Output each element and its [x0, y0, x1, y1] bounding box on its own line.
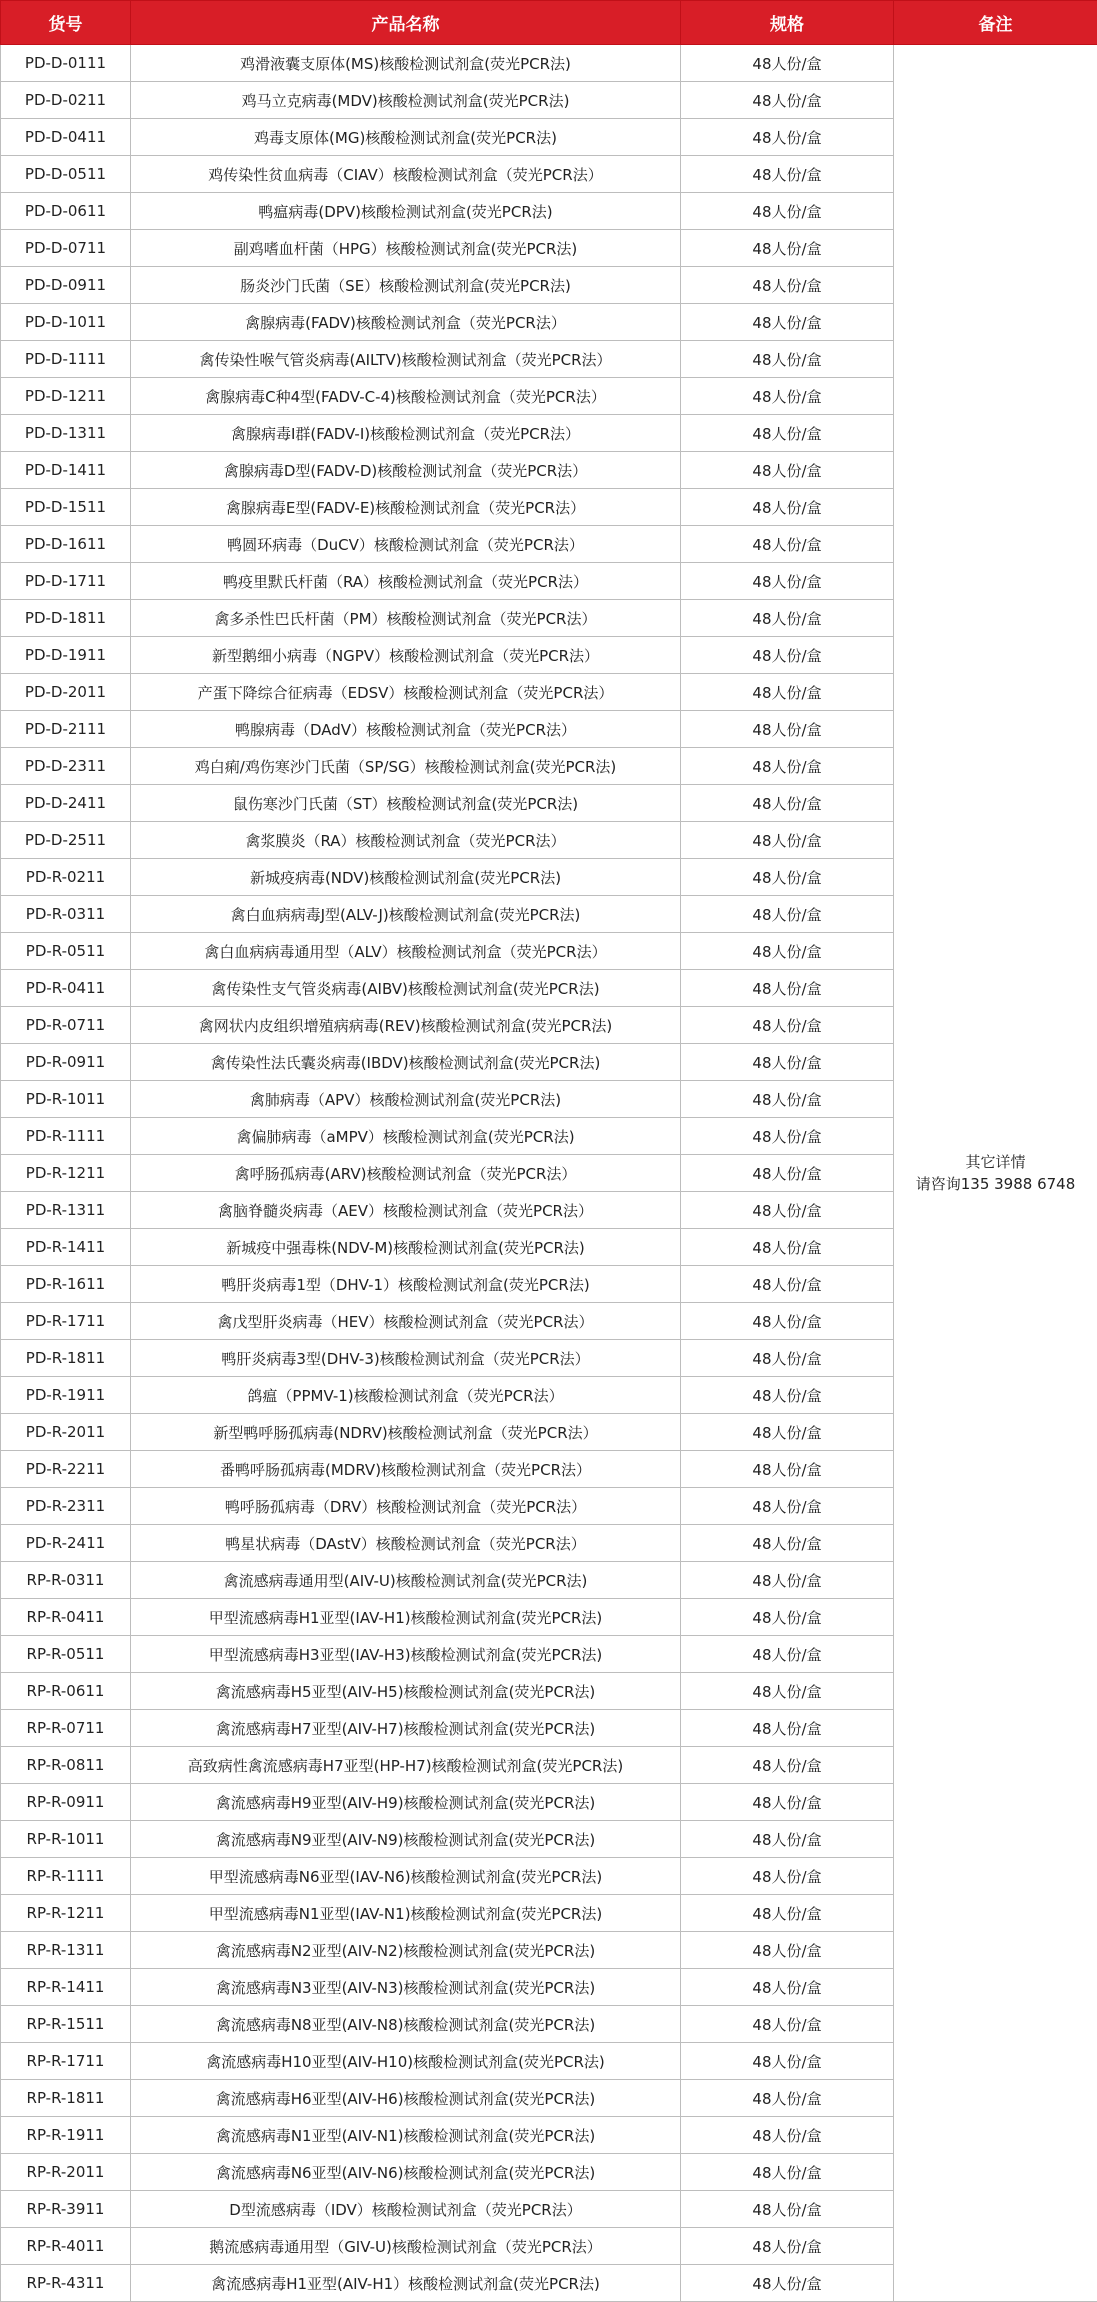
product-name-cell: 鸭腺病毒（DAdV）核酸检测试剂盒（荧光PCR法） [131, 711, 681, 748]
product-name-cell: 鸡传染性贫血病毒（CIAV）核酸检测试剂盒（荧光PCR法） [131, 156, 681, 193]
product-spec-cell: 48人份/盒 [681, 2043, 894, 2080]
product-name-cell: D型流感病毒（IDV）核酸检测试剂盒（荧光PCR法） [131, 2191, 681, 2228]
product-spec-cell: 48人份/盒 [681, 674, 894, 711]
product-spec-cell: 48人份/盒 [681, 304, 894, 341]
product-code-cell: PD-D-2511 [1, 822, 131, 859]
product-spec-cell: 48人份/盒 [681, 563, 894, 600]
product-name-cell: 禽流感病毒N3亚型(AIV-N3)核酸检测试剂盒(荧光PCR法) [131, 1969, 681, 2006]
product-spec-cell: 48人份/盒 [681, 526, 894, 563]
product-name-cell: 鸡滑液囊支原体(MS)核酸检测试剂盒(荧光PCR法) [131, 45, 681, 82]
product-spec-cell: 48人份/盒 [681, 1377, 894, 1414]
product-code-cell: PD-D-0411 [1, 119, 131, 156]
product-name-cell: 禽流感病毒N6亚型(AIV-N6)核酸检测试剂盒(荧光PCR法) [131, 2154, 681, 2191]
product-name-cell: 鸡马立克病毒(MDV)核酸检测试剂盒(荧光PCR法) [131, 82, 681, 119]
product-spec-cell: 48人份/盒 [681, 1895, 894, 1932]
remarks-contact-text: 请咨询135 3988 6748 [915, 1175, 1076, 1193]
product-code-cell: RP-R-0711 [1, 1710, 131, 1747]
product-name-cell: 番鸭呼肠孤病毒(MDRV)核酸检测试剂盒（荧光PCR法） [131, 1451, 681, 1488]
product-code-cell: PD-D-1711 [1, 563, 131, 600]
product-code-cell: PD-R-2011 [1, 1414, 131, 1451]
product-spec-cell: 48人份/盒 [681, 2191, 894, 2228]
product-name-cell: 禽腺病毒D型(FADV-D)核酸检测试剂盒（荧光PCR法） [131, 452, 681, 489]
product-code-cell: PD-R-1011 [1, 1081, 131, 1118]
product-code-cell: PD-D-1511 [1, 489, 131, 526]
product-code-cell: RP-R-1711 [1, 2043, 131, 2080]
product-code-cell: PD-D-1611 [1, 526, 131, 563]
product-name-cell: 禽呼肠孤病毒(ARV)核酸检测试剂盒（荧光PCR法） [131, 1155, 681, 1192]
product-name-cell: 新城疫病毒(NDV)核酸检测试剂盒(荧光PCR法) [131, 859, 681, 896]
product-name-cell: 禽流感病毒通用型(AIV-U)核酸检测试剂盒(荧光PCR法) [131, 1562, 681, 1599]
product-code-cell: PD-D-1211 [1, 378, 131, 415]
product-code-cell: PD-D-2111 [1, 711, 131, 748]
header-note: 备注 [894, 1, 1097, 45]
product-code-cell: PD-R-1711 [1, 1303, 131, 1340]
product-name-cell: 禽腺病毒I群(FADV-I)核酸检测试剂盒（荧光PCR法） [131, 415, 681, 452]
product-name-cell: 甲型流感病毒N1亚型(IAV-N1)核酸检测试剂盒(荧光PCR法) [131, 1895, 681, 1932]
product-name-cell: 禽流感病毒N2亚型(AIV-N2)核酸检测试剂盒(荧光PCR法) [131, 1932, 681, 1969]
product-code-cell: RP-R-1111 [1, 1858, 131, 1895]
remarks-cell [894, 45, 1097, 2302]
product-code-cell: RP-R-0511 [1, 1636, 131, 1673]
product-name-cell: 禽流感病毒H9亚型(AIV-H9)核酸检测试剂盒(荧光PCR法) [131, 1784, 681, 1821]
product-code-cell: RP-R-3911 [1, 2191, 131, 2228]
product-code-cell: RP-R-1011 [1, 1821, 131, 1858]
product-spec-cell: 48人份/盒 [681, 1155, 894, 1192]
product-spec-cell: 48人份/盒 [681, 1451, 894, 1488]
product-name-cell: 禽流感病毒H5亚型(AIV-H5)核酸检测试剂盒(荧光PCR法) [131, 1673, 681, 1710]
product-spec-cell: 48人份/盒 [681, 45, 894, 82]
product-code-cell: RP-R-1911 [1, 2117, 131, 2154]
product-name-cell: 禽传染性支气管炎病毒(AIBV)核酸检测试剂盒(荧光PCR法) [131, 970, 681, 1007]
product-spec-cell: 48人份/盒 [681, 1969, 894, 2006]
product-spec-cell: 48人份/盒 [681, 341, 894, 378]
product-code-cell: RP-R-1311 [1, 1932, 131, 1969]
product-code-cell: PD-D-0711 [1, 230, 131, 267]
product-spec-cell: 48人份/盒 [681, 711, 894, 748]
product-name-cell: 禽网状内皮组织增殖病病毒(REV)核酸检测试剂盒(荧光PCR法) [131, 1007, 681, 1044]
product-code-cell: RP-R-0911 [1, 1784, 131, 1821]
product-code-cell: PD-D-2311 [1, 748, 131, 785]
product-spec-cell: 48人份/盒 [681, 2228, 894, 2265]
product-spec-cell: 48人份/盒 [681, 1340, 894, 1377]
product-name-cell: 禽腺病毒C种4型(FADV-C-4)核酸检测试剂盒（荧光PCR法） [131, 378, 681, 415]
product-spec-cell: 48人份/盒 [681, 822, 894, 859]
product-spec-cell: 48人份/盒 [681, 1821, 894, 1858]
product-code-cell: RP-R-1511 [1, 2006, 131, 2043]
product-name-cell: 鸭圆环病毒（DuCV）核酸检测试剂盒（荧光PCR法） [131, 526, 681, 563]
product-code-cell: PD-D-0111 [1, 45, 131, 82]
product-name-cell: 鸭肝炎病毒3型(DHV-3)核酸检测试剂盒（荧光PCR法） [131, 1340, 681, 1377]
product-name-cell: 禽传染性喉气管炎病毒(AILTV)核酸检测试剂盒（荧光PCR法） [131, 341, 681, 378]
product-spec-cell: 48人份/盒 [681, 1488, 894, 1525]
product-code-cell: PD-R-1611 [1, 1266, 131, 1303]
product-spec-cell: 48人份/盒 [681, 415, 894, 452]
product-name-cell: 鸭瘟病毒(DPV)核酸检测试剂盒(荧光PCR法) [131, 193, 681, 230]
product-code-cell: PD-R-1111 [1, 1118, 131, 1155]
product-code-cell: RP-R-4011 [1, 2228, 131, 2265]
product-name-cell: 新型鹅细小病毒（NGPV）核酸检测试剂盒（荧光PCR法） [131, 637, 681, 674]
product-code-cell: PD-D-0211 [1, 82, 131, 119]
product-spec-cell: 48人份/盒 [681, 1858, 894, 1895]
product-name-cell: 鸭肝炎病毒1型（DHV-1）核酸检测试剂盒(荧光PCR法) [131, 1266, 681, 1303]
product-spec-cell: 48人份/盒 [681, 1007, 894, 1044]
product-spec-cell: 48人份/盒 [681, 1192, 894, 1229]
remarks-details-text: 其它详情 [965, 1153, 1026, 1171]
product-spec-cell: 48人份/盒 [681, 489, 894, 526]
product-spec-cell: 48人份/盒 [681, 1673, 894, 1710]
product-spec-cell: 48人份/盒 [681, 970, 894, 1007]
product-spec-cell: 48人份/盒 [681, 1044, 894, 1081]
product-name-cell: 鸭呼肠孤病毒（DRV）核酸检测试剂盒（荧光PCR法） [131, 1488, 681, 1525]
product-code-cell: PD-D-1311 [1, 415, 131, 452]
product-name-cell: 禽多杀性巴氏杆菌（PM）核酸检测试剂盒（荧光PCR法） [131, 600, 681, 637]
product-code-cell: PD-D-1411 [1, 452, 131, 489]
product-code-cell: PD-R-0911 [1, 1044, 131, 1081]
product-name-cell: 肠炎沙门氏菌（SE）核酸检测试剂盒(荧光PCR法) [131, 267, 681, 304]
product-name-cell: 副鸡嗜血杆菌（HPG）核酸检测试剂盒(荧光PCR法) [131, 230, 681, 267]
product-code-cell: RP-R-4311 [1, 2265, 131, 2302]
product-code-cell: RP-R-0311 [1, 1562, 131, 1599]
product-spec-cell: 48人份/盒 [681, 637, 894, 674]
product-spec-cell: 48人份/盒 [681, 748, 894, 785]
product-name-cell: 禽流感病毒N1亚型(AIV-N1)核酸检测试剂盒(荧光PCR法) [131, 2117, 681, 2154]
product-code-cell: PD-R-0311 [1, 896, 131, 933]
product-code-cell: PD-D-1011 [1, 304, 131, 341]
product-name-cell: 鹅流感病毒通用型（GIV-U)核酸检测试剂盒（荧光PCR法） [131, 2228, 681, 2265]
product-name-cell: 禽戊型肝炎病毒（HEV）核酸检测试剂盒（荧光PCR法） [131, 1303, 681, 1340]
product-spec-cell: 48人份/盒 [681, 1599, 894, 1636]
product-name-cell: 新城疫中强毒株(NDV-M)核酸检测试剂盒(荧光PCR法) [131, 1229, 681, 1266]
product-code-cell: RP-R-0411 [1, 1599, 131, 1636]
product-code-cell: RP-R-1211 [1, 1895, 131, 1932]
product-spec-cell: 48人份/盒 [681, 785, 894, 822]
product-name-cell: 禽脑脊髓炎病毒（AEV）核酸检测试剂盒（荧光PCR法） [131, 1192, 681, 1229]
product-code-cell: PD-R-2211 [1, 1451, 131, 1488]
product-spec-cell: 48人份/盒 [681, 2117, 894, 2154]
product-spec-cell: 48人份/盒 [681, 600, 894, 637]
product-name-cell: 产蛋下降综合征病毒（EDSV）核酸检测试剂盒（荧光PCR法） [131, 674, 681, 711]
product-name-cell: 鸭星状病毒（DAstV）核酸检测试剂盒（荧光PCR法） [131, 1525, 681, 1562]
product-name-cell: 禽传染性法氏囊炎病毒(IBDV)核酸检测试剂盒(荧光PCR法) [131, 1044, 681, 1081]
product-name-cell: 禽白血病病毒J型(ALV-J)核酸检测试剂盒(荧光PCR法) [131, 896, 681, 933]
product-spec-cell: 48人份/盒 [681, 156, 894, 193]
product-spec-cell: 48人份/盒 [681, 2154, 894, 2191]
product-code-cell: PD-R-2311 [1, 1488, 131, 1525]
product-code-cell: PD-D-1911 [1, 637, 131, 674]
product-spec-cell: 48人份/盒 [681, 1525, 894, 1562]
header-spec: 规格 [681, 1, 894, 45]
product-name-cell: 鸽瘟（PPMV-1)核酸检测试剂盒（荧光PCR法） [131, 1377, 681, 1414]
product-code-cell: PD-D-2011 [1, 674, 131, 711]
product-code-cell: PD-R-2411 [1, 1525, 131, 1562]
product-code-cell: PD-R-1911 [1, 1377, 131, 1414]
product-spec-cell: 48人份/盒 [681, 1229, 894, 1266]
product-spec-cell: 48人份/盒 [681, 230, 894, 267]
product-name-cell: 甲型流感病毒H1亚型(IAV-H1)核酸检测试剂盒(荧光PCR法) [131, 1599, 681, 1636]
product-spec-cell: 48人份/盒 [681, 1414, 894, 1451]
product-name-cell: 高致病性禽流感病毒H7亚型(HP-H7)核酸检测试剂盒(荧光PCR法) [131, 1747, 681, 1784]
product-code-cell: RP-R-2011 [1, 2154, 131, 2191]
product-name-cell: 禽流感病毒H7亚型(AIV-H7)核酸检测试剂盒(荧光PCR法) [131, 1710, 681, 1747]
table-body [1, 45, 1097, 2302]
product-code-cell: RP-R-1411 [1, 1969, 131, 2006]
product-spec-cell: 48人份/盒 [681, 1562, 894, 1599]
header-row [1, 1, 1097, 45]
product-code-cell: PD-R-0411 [1, 970, 131, 1007]
product-name-cell: 禽偏肺病毒（aMPV）核酸检测试剂盒(荧光PCR法) [131, 1118, 681, 1155]
product-spec-cell: 48人份/盒 [681, 933, 894, 970]
product-spec-cell: 48人份/盒 [681, 452, 894, 489]
product-code-cell: PD-R-1411 [1, 1229, 131, 1266]
product-code-cell: RP-R-0611 [1, 1673, 131, 1710]
product-name-cell: 禽肺病毒（APV）核酸检测试剂盒(荧光PCR法) [131, 1081, 681, 1118]
product-spec-cell: 48人份/盒 [681, 1266, 894, 1303]
product-spec-cell: 48人份/盒 [681, 1118, 894, 1155]
product-spec-cell: 48人份/盒 [681, 1081, 894, 1118]
product-name-cell: 鼠伤寒沙门氏菌（ST）核酸检测试剂盒(荧光PCR法) [131, 785, 681, 822]
product-name-cell: 甲型流感病毒N6亚型(IAV-N6)核酸检测试剂盒(荧光PCR法) [131, 1858, 681, 1895]
product-name-cell: 禽流感病毒H1亚型(AIV-H1）核酸检测试剂盒(荧光PCR法) [131, 2265, 681, 2302]
product-code-cell: RP-R-1811 [1, 2080, 131, 2117]
product-spec-cell: 48人份/盒 [681, 1932, 894, 1969]
product-code-cell: PD-D-1811 [1, 600, 131, 637]
product-code-cell: PD-D-2411 [1, 785, 131, 822]
product-spec-cell: 48人份/盒 [681, 2006, 894, 2043]
product-spec-cell: 48人份/盒 [681, 119, 894, 156]
product-name-cell: 禽流感病毒H10亚型(AIV-H10)核酸检测试剂盒(荧光PCR法) [131, 2043, 681, 2080]
product-code-cell: PD-R-0211 [1, 859, 131, 896]
product-name-cell: 禽流感病毒N8亚型(AIV-N8)核酸检测试剂盒(荧光PCR法) [131, 2006, 681, 2043]
header-name: 产品名称 [131, 1, 681, 45]
product-spec-cell: 48人份/盒 [681, 896, 894, 933]
product-spec-cell: 48人份/盒 [681, 2265, 894, 2302]
product-spec-cell: 48人份/盒 [681, 1710, 894, 1747]
product-name-cell: 禽流感病毒H6亚型(AIV-H6)核酸检测试剂盒(荧光PCR法) [131, 2080, 681, 2117]
product-spec-cell: 48人份/盒 [681, 378, 894, 415]
product-code-cell: PD-D-1111 [1, 341, 131, 378]
product-code-cell: PD-D-0611 [1, 193, 131, 230]
product-code-cell: PD-R-1311 [1, 1192, 131, 1229]
product-spec-cell: 48人份/盒 [681, 193, 894, 230]
product-spec-cell: 48人份/盒 [681, 267, 894, 304]
product-code-cell: PD-D-0511 [1, 156, 131, 193]
product-name-cell: 禽腺病毒E型(FADV-E)核酸检测试剂盒（荧光PCR法） [131, 489, 681, 526]
product-spec-cell: 48人份/盒 [681, 82, 894, 119]
header-code: 货号 [1, 1, 131, 45]
product-name-cell: 鸡毒支原体(MG)核酸检测试剂盒(荧光PCR法) [131, 119, 681, 156]
product-name-cell: 禽流感病毒N9亚型(AIV-N9)核酸检测试剂盒(荧光PCR法) [131, 1821, 681, 1858]
table-row [1, 45, 1097, 82]
product-spec-cell: 48人份/盒 [681, 1784, 894, 1821]
product-code-cell: PD-R-1211 [1, 1155, 131, 1192]
product-name-cell: 禽腺病毒(FADV)核酸检测试剂盒（荧光PCR法） [131, 304, 681, 341]
product-name-cell: 禽白血病病毒通用型（ALV）核酸检测试剂盒（荧光PCR法） [131, 933, 681, 970]
product-spec-cell: 48人份/盒 [681, 1303, 894, 1340]
product-spec-cell: 48人份/盒 [681, 1636, 894, 1673]
product-code-cell: PD-R-0511 [1, 933, 131, 970]
product-spec-cell: 48人份/盒 [681, 2080, 894, 2117]
product-spec-cell: 48人份/盒 [681, 1747, 894, 1784]
product-code-cell: RP-R-0811 [1, 1747, 131, 1784]
product-code-cell: PD-D-0911 [1, 267, 131, 304]
product-name-cell: 鸭疫里默氏杆菌（RA）核酸检测试剂盒（荧光PCR法） [131, 563, 681, 600]
product-name-cell: 甲型流感病毒H3亚型(IAV-H3)核酸检测试剂盒(荧光PCR法) [131, 1636, 681, 1673]
product-code-cell: PD-R-1811 [1, 1340, 131, 1377]
product-name-cell: 禽浆膜炎（RA）核酸检测试剂盒（荧光PCR法） [131, 822, 681, 859]
product-name-cell: 鸡白痢/鸡伤寒沙门氏菌（SP/SG）核酸检测试剂盒(荧光PCR法) [131, 748, 681, 785]
table-header [1, 1, 1097, 45]
product-code-cell: PD-R-0711 [1, 1007, 131, 1044]
product-spec-cell: 48人份/盒 [681, 859, 894, 896]
product-name-cell: 新型鸭呼肠孤病毒(NDRV)核酸检测试剂盒（荧光PCR法） [131, 1414, 681, 1451]
